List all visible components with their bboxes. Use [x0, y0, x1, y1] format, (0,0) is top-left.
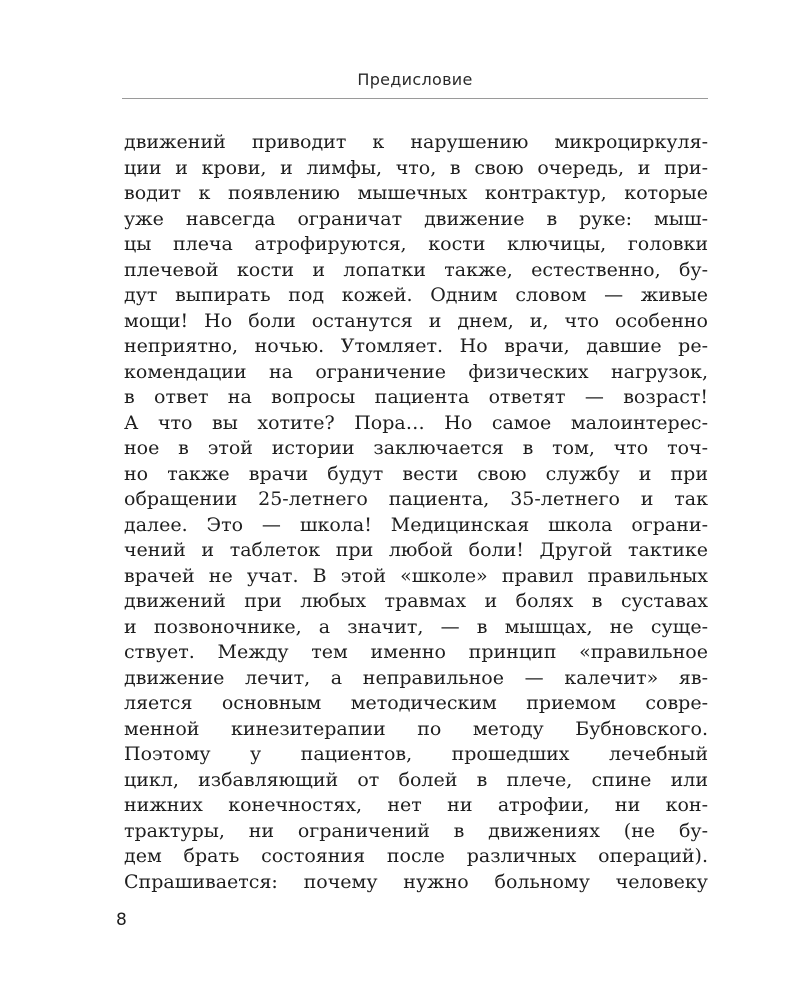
text-line: ции и крови, и лимфы, что, в свою очередь, и при- — [124, 156, 708, 179]
running-head-title: Предисловие — [357, 70, 473, 89]
text-line: Спрашивается: почему нужно больному человеку — [124, 870, 708, 893]
text-line: движений при любых травмах и болях в суставах — [124, 590, 708, 612]
page-number: 8 — [116, 910, 127, 930]
text-line: Поэтому у пациентов, прошедших лечебный — [124, 743, 708, 765]
text-line: мощи! Но боли останутся и днем, и, что особенно — [124, 309, 708, 332]
text-line: но также врачи будут вести свою службу и при — [124, 462, 708, 485]
text-line: водит к появлению мышечных контрактур, которые — [124, 182, 708, 204]
text-line: менной кинезитерапии по методу Бубновского. — [124, 717, 708, 740]
text-line: ляется основным методическим приемом совре- — [124, 692, 708, 714]
text-line: далее. Это — школа! Медицинская школа ограни- — [124, 513, 708, 536]
text-line: в ответ на вопросы пациента ответят — возраст! — [124, 386, 708, 408]
text-line: комендации на ограничение физических нагрузок, — [124, 360, 708, 383]
text-line: дут выпирать под кожей. Одним словом — живые — [124, 284, 708, 306]
header-rule — [122, 98, 708, 99]
text-line: трактуры, ни ограничений в движениях (не бу- — [124, 819, 708, 842]
text-line: неприятно, ночью. Утомляет. Но врачи, давшие ре- — [124, 335, 708, 357]
text-line: ствует. Между тем именно принцип «правильное — [124, 641, 708, 663]
text-line: А что вы хотите? Пора… Но самое малоинтерес- — [124, 411, 708, 434]
text-line: цы плеча атрофируются, кости ключицы, головки — [124, 233, 708, 255]
text-line: плечевой кости и лопатки также, естественно, бу- — [124, 258, 708, 281]
text-line: ное в этой истории заключается в том, что точ- — [124, 437, 708, 459]
body-text — [124, 130, 708, 895]
text-line: чений и таблеток при любой боли! Другой тактике — [124, 539, 708, 561]
text-line: уже навсегда ограничат движение в руке: мыш- — [124, 207, 708, 230]
text-line: врачей не учат. В этой «школе» правил правильных — [124, 564, 708, 587]
text-line: нижних конечностях, нет ни атрофии, ни кон- — [124, 794, 708, 816]
text-line: и позвоночнике, а значит, — в мышцах, не суще- — [124, 615, 708, 638]
text-line: обращении 25-летнего пациента, 35-летнего и так — [124, 488, 708, 510]
text-line: цикл, избавляющий от болей в плече, спине или — [124, 768, 708, 791]
text-line: движений приводит к нарушению микроциркуля- — [124, 131, 708, 153]
text-line: движение лечит, а неправильное — калечит» яв- — [124, 666, 708, 689]
text-line: дем брать состояния после различных операций). — [124, 845, 708, 867]
